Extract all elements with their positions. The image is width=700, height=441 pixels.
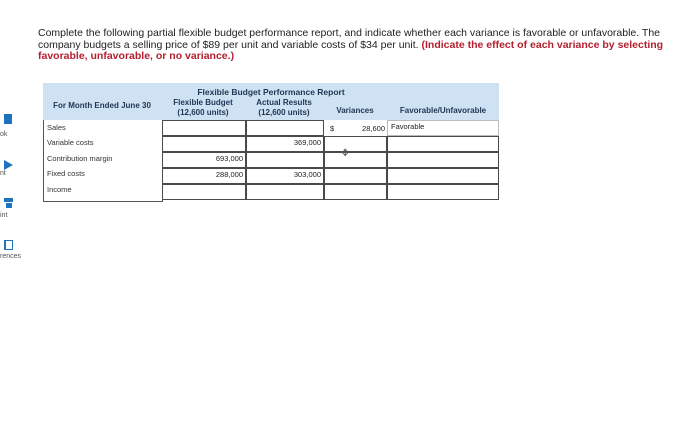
actual-results-units: (12,600 units) xyxy=(258,107,310,117)
actual-results-label: Actual Results xyxy=(256,98,312,107)
input-income-actual[interactable] xyxy=(246,184,324,200)
report-header xyxy=(43,83,499,120)
period-label: For Month Ended June 30 xyxy=(53,101,151,110)
print-icon xyxy=(4,198,13,208)
cell-fixed-costs-flexible[interactable]: 288,000 xyxy=(162,168,246,184)
book-icon xyxy=(4,114,13,124)
row-label-sales: Sales xyxy=(47,123,66,132)
input-contribution-margin-variance[interactable] xyxy=(324,152,387,168)
report-title: Flexible Budget Performance Report xyxy=(197,87,345,97)
row-label-variable-costs: Variable costs xyxy=(47,138,94,147)
input-fixed-costs-variance[interactable] xyxy=(324,168,387,184)
cell-fixed-costs-actual[interactable]: 303,000 xyxy=(246,168,324,184)
cursor-icon: ✥ xyxy=(341,148,350,159)
actual-results-header xyxy=(245,98,323,117)
input-variable-costs-variance[interactable] xyxy=(324,136,387,152)
instructions-bold-text: (Indicate the effect of each variance by selecting favorable, unfavorable, or no variance.) xyxy=(38,38,664,62)
sidebar-item-label: nt xyxy=(0,170,6,177)
input-income-variance[interactable] xyxy=(324,184,387,200)
flexible-budget-report xyxy=(43,83,499,207)
select-sales-fav-unfav[interactable]: Favorable xyxy=(387,120,499,136)
instructions-text: Complete the following partial flexible budget performance report, and indicate whether each variance is favorable or unfavorable. The company budgets a selling price of $89 per unit and variable costs of $34 per unit. xyxy=(38,27,661,51)
question-instructions xyxy=(38,28,678,63)
select-contribution-margin-fav-unfav[interactable] xyxy=(387,152,499,168)
variance-dollar-sign: $ xyxy=(330,124,335,133)
cell-variable-costs-actual[interactable]: 369,000 xyxy=(246,136,324,152)
sidebar-item-label: ok xyxy=(0,131,8,138)
input-sales-actual[interactable] xyxy=(246,120,324,136)
select-fixed-costs-fav-unfav[interactable] xyxy=(387,168,499,184)
left-sidebar xyxy=(0,0,22,441)
input-variable-costs-flexible[interactable] xyxy=(162,136,246,152)
report-body xyxy=(43,120,499,207)
sidebar-item-label: rences xyxy=(0,253,22,260)
row-label-income: Income xyxy=(47,185,72,194)
cell-contribution-margin-flexible[interactable]: 693,000 xyxy=(162,152,246,168)
fav-unfav-header: Favorable/Unfavorable xyxy=(399,106,487,115)
flexible-budget-label: Flexible Budget xyxy=(173,98,233,107)
select-variable-costs-fav-unfav[interactable] xyxy=(387,136,499,152)
print-icon xyxy=(4,160,13,170)
references-icon xyxy=(4,240,13,250)
flexible-budget-header xyxy=(163,98,243,117)
input-income-flexible[interactable] xyxy=(162,184,246,200)
input-sales-flexible[interactable] xyxy=(162,120,246,136)
row-label-fixed-costs: Fixed costs xyxy=(47,169,85,178)
flexible-budget-units: (12,600 units) xyxy=(177,107,229,117)
select-income-fav-unfav[interactable] xyxy=(387,184,499,200)
input-contribution-margin-actual[interactable] xyxy=(246,152,324,168)
variances-header: Variances xyxy=(336,106,374,115)
row-label-contribution-margin: Contribution margin xyxy=(47,154,113,163)
sidebar-item-label: int xyxy=(0,212,8,219)
variance-sales-value: 28,600 xyxy=(362,124,385,133)
